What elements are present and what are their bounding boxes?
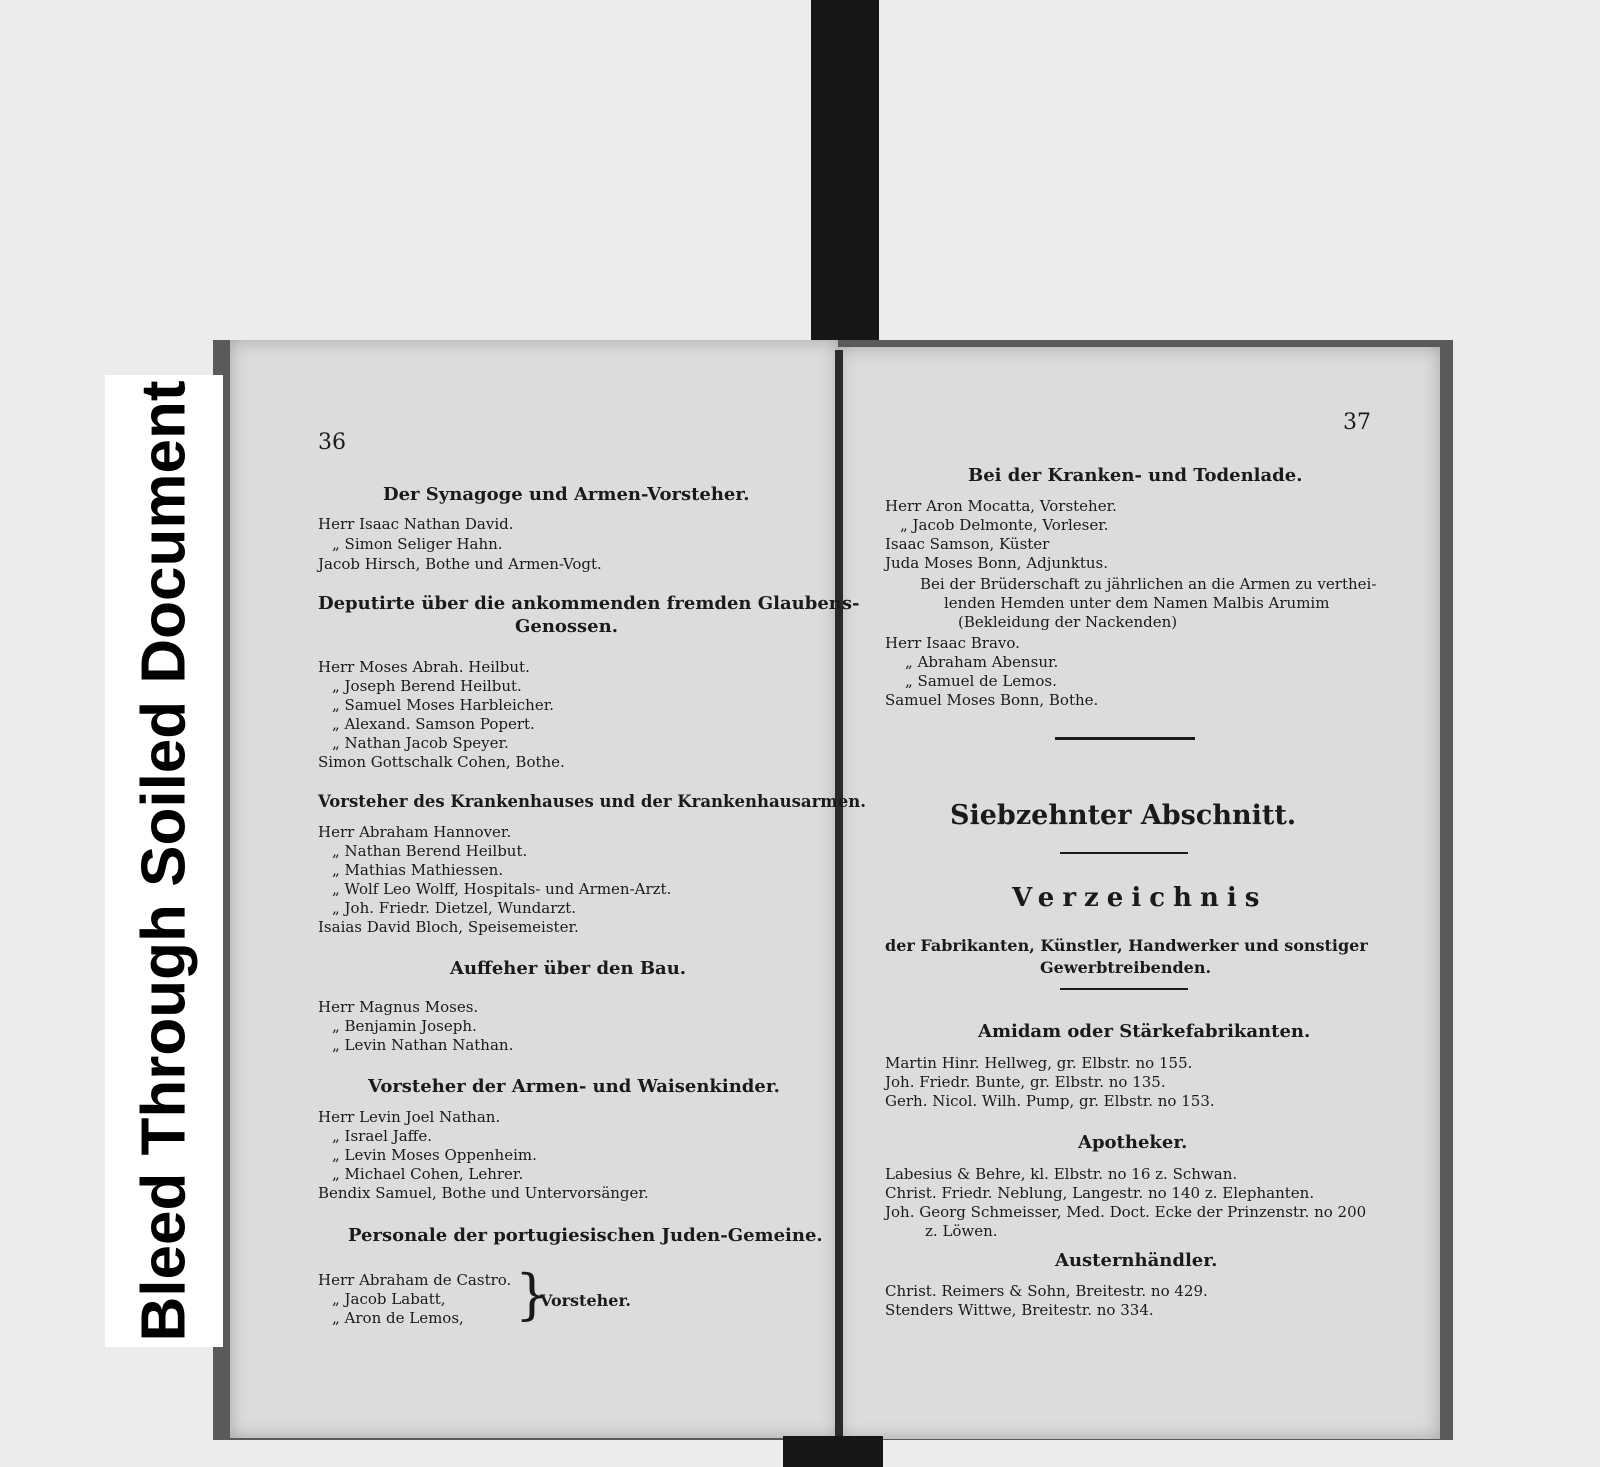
entry-line: Simon Gottschalk Cohen, Bothe. [318,753,565,771]
section-heading: Vorsteher der Armen- und Waisenkinder. [368,1076,780,1097]
section-heading: Genossen. [515,616,618,637]
section-heading: Vorsteher des Krankenhauses und der Krankenhausarmen. [318,792,866,811]
entry-line: Christ. Reimers & Sohn, Breitestr. no 429. [885,1282,1208,1300]
entry-line: Herr Aron Mocatta, Vorsteher. [885,497,1117,515]
section-heading: Personale der portugiesischen Juden-Gemeine. [348,1225,823,1246]
brace-symbol: } [515,1263,550,1326]
section-heading: Bei der Kranken- und Todenlade. [968,465,1303,486]
entry-line: Herr Magnus Moses. [318,998,479,1016]
entry-line: „ Levin Nathan Nathan. [332,1036,514,1054]
entry-line: „ Samuel de Lemos. [905,672,1057,690]
entry-line: „ Jacob Labatt, [332,1290,446,1308]
entry-line: „ Wolf Leo Wolff, Hospitals- und Armen-Arzt. [332,880,672,898]
entry-line: Bendix Samuel, Bothe und Untervorsänger. [318,1184,649,1202]
entry-line: „ Alexand. Samson Popert. [332,715,535,733]
entry-line: Samuel Moses Bonn, Bothe. [885,691,1099,709]
bookmark-ribbon [811,0,879,365]
entry-line: Herr Moses Abrah. Heilbut. [318,658,530,676]
section-heading: Auffeher über den Bau. [450,958,687,979]
entry-line: Christ. Friedr. Neblung, Langestr. no 140 z. Elephanten. [885,1184,1315,1202]
paragraph-line: lenden Hemden unter dem Namen Malbis Arumim [944,594,1330,612]
entry-line: „ Mathias Mathiessen. [332,861,504,879]
entry-line: Herr Isaac Bravo. [885,634,1020,652]
divider-rule [1055,737,1195,740]
entry-line: „ Abraham Abensur. [905,653,1059,671]
entry-line: „ Joseph Berend Heilbut. [332,677,522,695]
entry-line: „ Levin Moses Oppenheim. [332,1146,537,1164]
entry-line: „ Simon Seliger Hahn. [332,535,503,553]
entry-line: Stenders Wittwe, Breitestr. no 334. [885,1301,1154,1319]
entry-line: Herr Isaac Nathan David. [318,515,514,533]
entry-line: Herr Levin Joel Nathan. [318,1108,501,1126]
section-heading: Deputirte über die ankommenden fremden Glaubens- [318,593,860,614]
paragraph-line: Bei der Brüderschaft zu jährlichen an die Armen zu verthei- [920,575,1377,593]
entry-line: „ Samuel Moses Harbleicher. [332,696,555,714]
entry-line: „ Joh. Friedr. Dietzel, Wundarzt. [332,899,577,917]
entry-line: Herr Abraham Hannover. [318,823,512,841]
entry-line: „ Benjamin Joseph. [332,1017,477,1035]
entry-line: Joh. Friedr. Bunte, gr. Elbstr. no 135. [885,1073,1166,1091]
entry-line: Jacob Hirsch, Bothe und Armen-Vogt. [318,555,602,573]
page-number: 37 [1343,410,1371,435]
entry-line: „ Nathan Berend Heilbut. [332,842,528,860]
entry-line: „ Jacob Delmonte, Vorleser. [900,516,1109,534]
entry-line: Juda Moses Bonn, Adjunktus. [885,554,1108,572]
section-heading: Austernhändler. [1055,1250,1218,1271]
entry-line: „ Nathan Jacob Speyer. [332,734,509,752]
entry-line: Martin Hinr. Hellweg, gr. Elbstr. no 155. [885,1054,1193,1072]
section-heading: Amidam oder Stärkefabrikanten. [978,1021,1311,1042]
entry-line: Gerh. Nicol. Wilh. Pump, gr. Elbstr. no 153. [885,1092,1215,1110]
entry-line: Joh. Georg Schmeisser, Med. Doct. Ecke der Prinzenstr. no 200 [885,1203,1367,1221]
subtitle-line: der Fabrikanten, Künstler, Handwerker und sonstiger [885,936,1368,955]
section-heading: Apotheker. [1078,1132,1188,1153]
verzeichnis-heading: Verzeichnis [1012,883,1268,913]
entry-line: Labesius & Behre, kl. Elbstr. no 16 z. Schwan. [885,1165,1238,1183]
brace-label: Vorsteher. [540,1291,631,1310]
divider-rule [1060,988,1188,990]
entry-line: „ Israel Jaffe. [332,1127,432,1145]
entry-line: z. Löwen. [925,1222,998,1240]
entry-line: „ Michael Cohen, Lehrer. [332,1165,524,1183]
bookmark-ribbon-end [783,1436,883,1467]
paragraph-line: (Bekleidung der Nackenden) [958,613,1178,631]
entry-line: Isaias David Bloch, Speisemeister. [318,918,579,936]
chapter-title: Siebzehnter Abschnitt. [950,800,1297,831]
entry-line: Isaac Samson, Küster [885,535,1050,553]
section-heading: Der Synagoge und Armen-Vorsteher. [383,484,750,505]
stamp-label: Bleed Through Soiled Document [129,380,199,1342]
book-gutter [835,350,843,1440]
subtitle-line: Gewerbtreibenden. [1040,958,1212,977]
entry-line: Herr Abraham de Castro. [318,1271,512,1289]
entry-line: „ Aron de Lemos, [332,1309,464,1327]
page-number: 36 [318,430,346,455]
divider-rule [1060,852,1188,854]
